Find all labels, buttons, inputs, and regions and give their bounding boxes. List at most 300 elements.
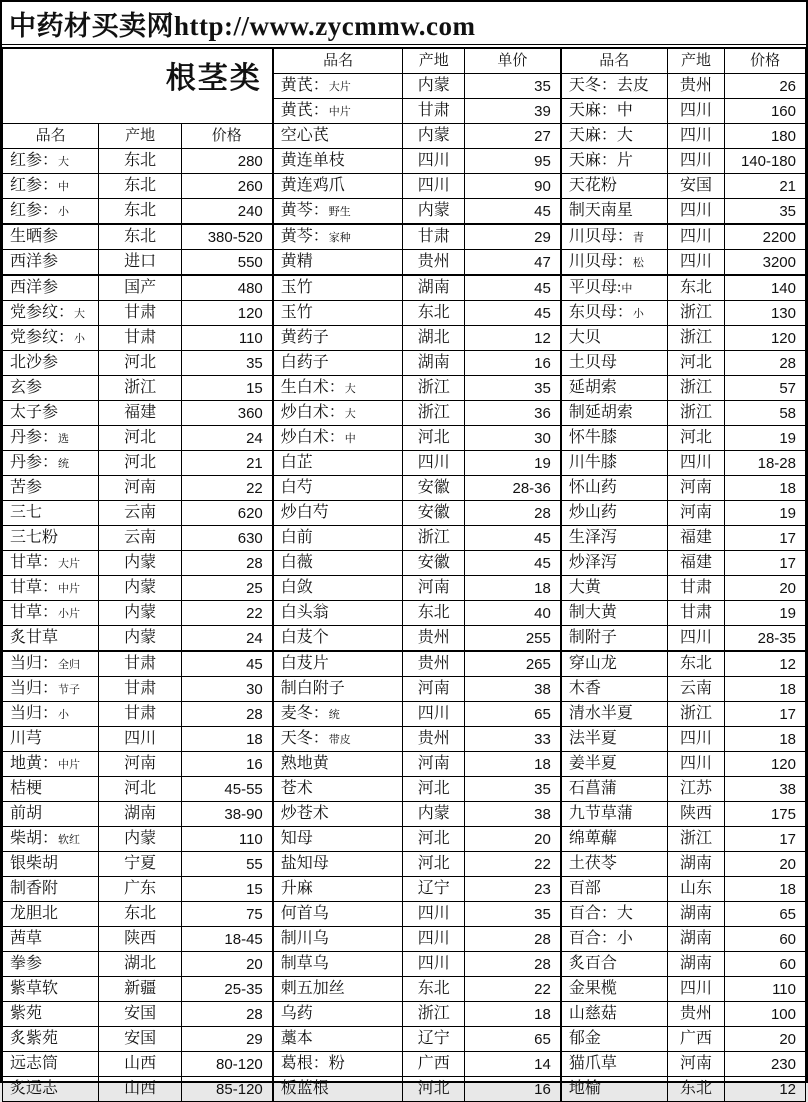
column-header: 品名 xyxy=(561,48,667,74)
origin-cell: 安徽 xyxy=(403,501,465,526)
price-cell: 140-180 xyxy=(725,149,806,174)
price-cell: 19 xyxy=(465,451,561,476)
product-name-cell xyxy=(3,677,99,702)
product-name-cell xyxy=(561,852,667,877)
price-cell: 47 xyxy=(465,250,561,276)
origin-cell: 河南 xyxy=(403,752,465,777)
product-name-text: 天麻：大 xyxy=(568,127,633,144)
price-cell: 38 xyxy=(465,802,561,827)
product-name-cell xyxy=(3,952,99,977)
origin-cell: 河南 xyxy=(403,677,465,702)
product-name-text: 天花粉 xyxy=(568,177,617,194)
product-name-text: 甘草： xyxy=(10,554,59,571)
product-name-text: 葛根：粉 xyxy=(280,1055,345,1072)
product-name-cell xyxy=(3,401,99,426)
product-name-text: 当归： xyxy=(10,655,59,672)
origin-cell: 贵州 xyxy=(403,250,465,276)
product-name-text: 大贝 xyxy=(568,329,601,346)
product-name-cell xyxy=(561,376,667,401)
product-name-cell xyxy=(3,1052,99,1077)
origin-cell: 广西 xyxy=(667,1027,725,1052)
product-name-text: 生白术： xyxy=(280,379,345,396)
column-header: 单价 xyxy=(465,48,561,74)
price-cell: 20 xyxy=(465,827,561,852)
product-name-text: 炒泽泻 xyxy=(568,554,617,571)
price-cell: 175 xyxy=(725,802,806,827)
origin-cell: 安国 xyxy=(99,1027,181,1052)
origin-cell: 湖南 xyxy=(403,275,465,301)
price-cell: 45 xyxy=(465,551,561,576)
product-name-cell xyxy=(273,376,403,401)
table-row xyxy=(3,48,806,74)
price-cell: 380-520 xyxy=(181,224,272,250)
origin-cell: 四川 xyxy=(667,224,725,250)
product-grade-note: 节子 xyxy=(58,684,81,696)
product-name-text: 炙百合 xyxy=(568,955,617,972)
product-name-cell xyxy=(273,301,403,326)
origin-cell: 四川 xyxy=(403,702,465,727)
product-name-cell xyxy=(561,199,667,225)
table-row xyxy=(3,351,806,376)
origin-cell: 甘肃 xyxy=(667,576,725,601)
table-row xyxy=(3,301,806,326)
product-name-text: 百合：大 xyxy=(568,905,633,922)
product-name-cell xyxy=(561,275,667,301)
product-name-cell xyxy=(3,551,99,576)
product-name-text: 茜草 xyxy=(10,930,43,947)
product-name-text: 前胡 xyxy=(10,805,43,822)
price-cell: 110 xyxy=(181,827,272,852)
product-name-text: 炒白术： xyxy=(280,429,345,446)
origin-cell: 甘肃 xyxy=(99,301,181,326)
product-name-cell xyxy=(273,777,403,802)
origin-cell: 内蒙 xyxy=(99,827,181,852)
product-name-text: 姜半夏 xyxy=(568,755,617,772)
table-row xyxy=(3,902,806,927)
price-cell: 19 xyxy=(725,501,806,526)
product-grade-note: 统 xyxy=(58,458,70,470)
origin-cell: 河南 xyxy=(99,752,181,777)
product-name-text: 白薇 xyxy=(280,554,313,571)
product-name-cell xyxy=(561,927,667,952)
origin-cell: 甘肃 xyxy=(403,99,465,124)
table-row xyxy=(3,501,806,526)
origin-cell: 内蒙 xyxy=(99,576,181,601)
product-name-cell xyxy=(273,1077,403,1102)
category-title: 根茎类 xyxy=(3,48,273,124)
product-name-text: 金果榄 xyxy=(568,980,617,997)
price-cell: 33 xyxy=(465,727,561,752)
origin-cell: 安徽 xyxy=(403,551,465,576)
price-cell: 620 xyxy=(181,501,272,526)
origin-cell: 河北 xyxy=(667,426,725,451)
product-grade-note: 中 xyxy=(621,283,633,295)
price-cell: 20 xyxy=(725,852,806,877)
product-name-text: 山慈菇 xyxy=(568,1005,617,1022)
price-cell: 17 xyxy=(725,551,806,576)
price-cell: 38 xyxy=(465,677,561,702)
table-row xyxy=(3,1052,806,1077)
product-name-text: 银柴胡 xyxy=(10,855,59,872)
product-name-text: 怀牛膝 xyxy=(568,429,617,446)
origin-cell: 内蒙 xyxy=(99,601,181,626)
product-grade-note: 家种 xyxy=(328,232,351,244)
price-cell: 20 xyxy=(725,1027,806,1052)
product-name-cell xyxy=(273,752,403,777)
origin-cell: 湖南 xyxy=(99,802,181,827)
price-cell: 18 xyxy=(725,677,806,702)
origin-cell: 浙江 xyxy=(667,301,725,326)
product-name-cell xyxy=(561,99,667,124)
product-name-cell xyxy=(3,902,99,927)
origin-cell: 山西 xyxy=(99,1077,181,1102)
origin-cell: 东北 xyxy=(403,601,465,626)
price-cell: 630 xyxy=(181,526,272,551)
origin-cell: 河北 xyxy=(667,351,725,376)
product-name-text: 平贝母: xyxy=(568,279,622,296)
price-cell: 75 xyxy=(181,902,272,927)
product-name-cell xyxy=(3,376,99,401)
product-name-cell xyxy=(273,651,403,677)
price-cell: 40 xyxy=(465,601,561,626)
product-name-text: 炒苍术 xyxy=(280,805,329,822)
product-name-text: 玄参 xyxy=(10,379,43,396)
origin-cell: 河北 xyxy=(99,426,181,451)
product-name-text: 黄药子 xyxy=(280,329,329,346)
price-cell: 16 xyxy=(465,1077,561,1102)
product-name-cell xyxy=(273,224,403,250)
product-name-text: 制大黄 xyxy=(568,604,617,621)
price-cell: 28 xyxy=(725,351,806,376)
price-cell: 45 xyxy=(465,275,561,301)
price-cell: 38-90 xyxy=(181,802,272,827)
origin-cell: 甘肃 xyxy=(99,326,181,351)
price-cell: 27 xyxy=(465,124,561,149)
product-grade-note: 小片 xyxy=(58,608,81,620)
product-name-text: 炒白芍 xyxy=(280,504,329,521)
product-name-text: 制香附 xyxy=(10,880,59,897)
product-name-cell xyxy=(273,626,403,652)
table-row xyxy=(3,977,806,1002)
table-row xyxy=(3,551,806,576)
price-cell: 38 xyxy=(725,777,806,802)
price-cell: 60 xyxy=(725,952,806,977)
table-row xyxy=(3,827,806,852)
price-cell: 22 xyxy=(465,852,561,877)
product-name-text: 东贝母： xyxy=(568,304,633,321)
origin-cell: 东北 xyxy=(667,651,725,677)
price-cell: 17 xyxy=(725,526,806,551)
product-name-text: 党参纹： xyxy=(10,304,75,321)
product-name-text: 川贝母： xyxy=(568,228,633,245)
product-name-cell xyxy=(3,426,99,451)
column-header: 品名 xyxy=(273,48,403,74)
product-name-text: 怀山药 xyxy=(568,479,617,496)
product-name-text: 百合：小 xyxy=(568,930,633,947)
origin-cell: 湖南 xyxy=(667,852,725,877)
product-name-text: 制川乌 xyxy=(280,930,329,947)
product-name-cell xyxy=(273,526,403,551)
product-name-text: 熟地黄 xyxy=(280,755,329,772)
price-cell: 18 xyxy=(465,1002,561,1027)
origin-cell: 河北 xyxy=(99,351,181,376)
product-name-cell xyxy=(3,977,99,1002)
product-name-cell xyxy=(273,802,403,827)
origin-cell: 贵州 xyxy=(403,727,465,752)
product-name-cell xyxy=(273,451,403,476)
price-cell: 120 xyxy=(725,752,806,777)
product-name-cell xyxy=(3,501,99,526)
table-row xyxy=(3,626,806,652)
product-name-text: 石菖蒲 xyxy=(568,780,617,797)
origin-cell: 四川 xyxy=(403,952,465,977)
product-grade-note: 小 xyxy=(58,709,70,721)
origin-cell: 四川 xyxy=(403,174,465,199)
price-cell: 17 xyxy=(725,827,806,852)
product-name-text: 黄芪： xyxy=(280,77,329,94)
origin-cell: 辽宁 xyxy=(403,1027,465,1052)
price-cell: 22 xyxy=(465,977,561,1002)
product-name-text: 炙远志 xyxy=(10,1080,59,1097)
price-cell: 360 xyxy=(181,401,272,426)
product-name-text: 天冬： xyxy=(280,730,329,747)
product-name-cell xyxy=(273,149,403,174)
price-cell: 28 xyxy=(465,927,561,952)
origin-cell: 河南 xyxy=(667,476,725,501)
product-name-text: 丹参： xyxy=(10,454,59,471)
origin-cell: 四川 xyxy=(667,451,725,476)
price-cell: 22 xyxy=(181,601,272,626)
origin-cell: 贵州 xyxy=(403,626,465,652)
origin-cell: 贵州 xyxy=(667,74,725,99)
table-row xyxy=(3,877,806,902)
product-name-cell xyxy=(273,902,403,927)
product-name-cell xyxy=(561,626,667,652)
product-name-text: 玉竹 xyxy=(280,304,313,321)
price-cell: 18 xyxy=(465,752,561,777)
product-grade-note: 中片 xyxy=(58,759,81,771)
product-name-text: 桔梗 xyxy=(10,780,43,797)
origin-cell: 浙江 xyxy=(667,702,725,727)
product-name-cell xyxy=(273,174,403,199)
table-row xyxy=(3,326,806,351)
price-cell: 29 xyxy=(181,1027,272,1052)
table-row xyxy=(3,927,806,952)
product-name-cell xyxy=(3,301,99,326)
product-name-text: 地榆 xyxy=(568,1080,601,1097)
product-name-cell xyxy=(561,451,667,476)
table-row xyxy=(3,124,806,149)
product-name-text: 土茯苓 xyxy=(568,855,617,872)
table-row xyxy=(3,250,806,276)
product-name-cell xyxy=(3,576,99,601)
price-cell: 35 xyxy=(465,74,561,99)
product-name-text: 黄芪： xyxy=(280,102,329,119)
product-grade-note: 小 xyxy=(58,206,70,218)
product-name-cell xyxy=(561,74,667,99)
product-name-text: 白芷 xyxy=(280,454,313,471)
price-cell: 550 xyxy=(181,250,272,276)
product-name-text: 三七粉 xyxy=(10,529,59,546)
origin-cell: 四川 xyxy=(667,727,725,752)
product-name-cell xyxy=(3,601,99,626)
price-table-body xyxy=(3,48,806,1102)
product-name-cell xyxy=(561,526,667,551)
product-name-text: 麦冬： xyxy=(280,705,329,722)
origin-cell: 浙江 xyxy=(403,526,465,551)
table-row xyxy=(3,476,806,501)
product-name-cell xyxy=(561,1002,667,1027)
product-name-text: 九节草蒲 xyxy=(568,805,633,822)
product-name-cell xyxy=(561,977,667,1002)
origin-cell: 福建 xyxy=(99,401,181,426)
price-cell: 2200 xyxy=(725,224,806,250)
table-row xyxy=(3,752,806,777)
price-table xyxy=(2,47,806,1102)
product-name-text: 龙胆北 xyxy=(10,905,59,922)
origin-cell: 湖北 xyxy=(403,326,465,351)
origin-cell: 四川 xyxy=(667,626,725,652)
product-grade-note: 软红 xyxy=(58,834,81,846)
price-cell: 180 xyxy=(725,124,806,149)
origin-cell: 广西 xyxy=(403,1052,465,1077)
product-name-cell xyxy=(273,426,403,451)
price-cell: 35 xyxy=(181,351,272,376)
origin-cell: 国产 xyxy=(99,275,181,301)
product-name-cell xyxy=(3,1002,99,1027)
product-name-text: 黄连鸡爪 xyxy=(280,177,345,194)
product-name-cell xyxy=(3,626,99,652)
product-name-cell xyxy=(561,601,667,626)
price-cell: 12 xyxy=(725,651,806,677)
product-name-cell xyxy=(3,174,99,199)
origin-cell: 河北 xyxy=(403,777,465,802)
origin-cell: 河北 xyxy=(403,1077,465,1102)
price-cell: 28 xyxy=(465,952,561,977)
price-cell: 15 xyxy=(181,877,272,902)
price-cell: 110 xyxy=(181,326,272,351)
origin-cell: 四川 xyxy=(667,99,725,124)
product-name-cell xyxy=(273,927,403,952)
product-name-cell xyxy=(561,224,667,250)
price-cell: 85-120 xyxy=(181,1077,272,1102)
product-name-text: 木香 xyxy=(568,680,601,697)
price-cell: 45 xyxy=(465,199,561,225)
product-grade-note: 松 xyxy=(632,257,644,269)
table-row xyxy=(3,1077,806,1102)
product-name-cell xyxy=(273,877,403,902)
product-name-text: 红参： xyxy=(10,152,59,169)
price-cell: 140 xyxy=(725,275,806,301)
price-cell: 280 xyxy=(181,149,272,174)
table-row xyxy=(3,702,806,727)
product-name-cell xyxy=(273,677,403,702)
product-name-text: 苍术 xyxy=(280,780,313,797)
product-name-text: 太子参 xyxy=(10,404,59,421)
origin-cell: 贵州 xyxy=(667,1002,725,1027)
origin-cell: 浙江 xyxy=(403,1002,465,1027)
price-cell: 21 xyxy=(181,451,272,476)
price-cell: 21 xyxy=(725,174,806,199)
origin-cell: 河北 xyxy=(99,777,181,802)
price-cell: 18-45 xyxy=(181,927,272,952)
origin-cell: 河南 xyxy=(667,501,725,526)
product-name-cell xyxy=(273,401,403,426)
product-name-text: 红参： xyxy=(10,177,59,194)
origin-cell: 内蒙 xyxy=(403,199,465,225)
price-cell: 160 xyxy=(725,99,806,124)
origin-cell: 四川 xyxy=(667,752,725,777)
product-name-cell xyxy=(273,576,403,601)
price-cell: 30 xyxy=(181,677,272,702)
product-grade-note: 中片 xyxy=(328,106,351,118)
price-cell: 95 xyxy=(465,149,561,174)
product-name-text: 百部 xyxy=(568,880,601,897)
product-name-text: 白芍 xyxy=(280,479,313,496)
product-name-cell xyxy=(3,702,99,727)
product-name-cell xyxy=(273,199,403,225)
product-name-cell xyxy=(561,301,667,326)
product-name-cell xyxy=(3,852,99,877)
product-grade-note: 大 xyxy=(344,408,356,420)
price-cell: 28 xyxy=(181,551,272,576)
product-name-text: 三七 xyxy=(10,504,43,521)
price-cell: 265 xyxy=(465,651,561,677)
product-name-cell xyxy=(273,326,403,351)
table-row xyxy=(3,275,806,301)
product-name-text: 空心芪 xyxy=(280,127,329,144)
product-name-text: 川牛膝 xyxy=(568,454,617,471)
origin-cell: 内蒙 xyxy=(403,802,465,827)
origin-cell: 山西 xyxy=(99,1052,181,1077)
product-name-text: 升麻 xyxy=(280,880,313,897)
product-name-cell xyxy=(561,149,667,174)
table-row xyxy=(3,401,806,426)
price-cell: 130 xyxy=(725,301,806,326)
product-name-cell xyxy=(561,1052,667,1077)
table-row xyxy=(3,174,806,199)
column-header: 产地 xyxy=(667,48,725,74)
price-cell: 255 xyxy=(465,626,561,652)
origin-cell: 湖北 xyxy=(99,952,181,977)
origin-cell: 四川 xyxy=(403,149,465,174)
product-name-cell xyxy=(3,827,99,852)
product-name-text: 制白附子 xyxy=(280,680,345,697)
product-grade-note: 大 xyxy=(74,308,86,320)
table-row xyxy=(3,677,806,702)
origin-cell: 浙江 xyxy=(99,376,181,401)
origin-cell: 东北 xyxy=(99,224,181,250)
product-name-cell xyxy=(3,526,99,551)
origin-cell: 陕西 xyxy=(99,927,181,952)
product-name-cell xyxy=(561,501,667,526)
price-cell: 18-28 xyxy=(725,451,806,476)
product-name-text: 刺五加丝 xyxy=(280,980,345,997)
product-name-cell xyxy=(273,1027,403,1052)
product-grade-note: 小 xyxy=(74,333,86,345)
product-name-text: 炒山药 xyxy=(568,504,617,521)
product-name-text: 远志筒 xyxy=(10,1055,59,1072)
origin-cell: 进口 xyxy=(99,250,181,276)
product-name-text: 制天南星 xyxy=(568,202,633,219)
product-grade-note: 大片 xyxy=(328,81,351,93)
price-cell: 45-55 xyxy=(181,777,272,802)
product-name-cell xyxy=(561,576,667,601)
product-name-text: 清水半夏 xyxy=(568,705,633,722)
site-header-title: 中药材买卖网http://www.zycmmw.com xyxy=(2,2,806,45)
product-grade-note: 大片 xyxy=(58,558,81,570)
table-row xyxy=(3,199,806,225)
